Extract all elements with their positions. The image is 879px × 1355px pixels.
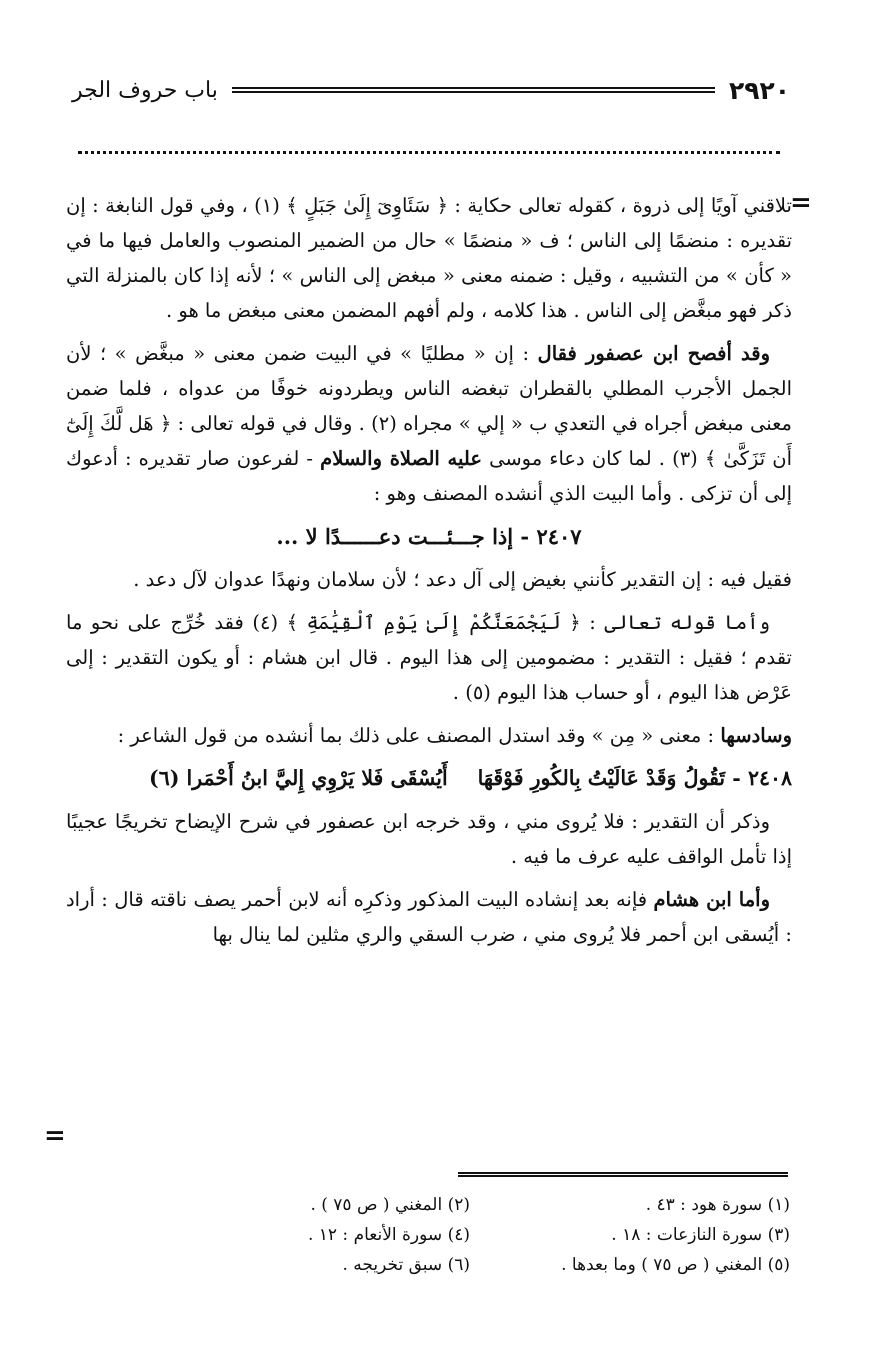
chapter-title: باب حروف الجر xyxy=(72,77,218,103)
footnote-1: (١) سورة هود : ٤٣ . xyxy=(645,1195,790,1215)
paragraph-6: وذكر أن التقدير : فلا يُروى مني ، وقد خرجه ابن عصفور في شرح الإيضاح تخريجًا عجيبًا إذا تأمل الواقف عليه عرف ما فيه . xyxy=(66,810,792,868)
paragraph-2-bold-phrase: عليه الصلاة والسلام xyxy=(320,447,482,470)
paragraph-2-text-a: : إن « مطليًا » في البيت ضمن معنى « مبغَّض » ؛ لأن الجمل الأجرب المطلي بالقطران تبغضه الناس ويطردونه خوفًا من عدواه ، فلما ضمن معنى مبغض أجراه في التعدي ب « إلي » مجراه (٢) . وقال في قوله تعالى : ﴿ هَل لَّكَ إِلَىٰٓ أَن تَزَكَّىٰ ﴾ (٣) . لما كان دعاء موسى xyxy=(66,342,792,470)
continuation-mark-bottom: = xyxy=(44,1121,66,1151)
verse-2408-first-hemistich xyxy=(478,761,792,796)
verse-2408-number: ٢٤٠٨ - xyxy=(732,766,792,790)
paragraph-5-text: : معنى « مِن » وقد استدل المصنف على ذلك بما أنشده من قول الشاعر : xyxy=(117,724,721,747)
paragraph-2-lead: وقد أفصح ابن عصفور فقال xyxy=(537,342,770,365)
verse-2408-hemistich-2: أَيُسْقَى فَلا يَرْوِي إِليَّ ابنُ أَحْمَرا (٦) xyxy=(149,766,448,790)
footnote-5: (٥) المغني ( ص ٧٥ ) وما بعدها . xyxy=(561,1255,790,1275)
footnote-6: (٦) سبق تخريجه . xyxy=(342,1255,470,1275)
verse-2408-hemistich-1: تَقُولُ وَقَدْ عَالَيْتُ بِالكُورِ فَوْقَهَا xyxy=(477,766,726,790)
footnotes xyxy=(150,1192,790,1278)
paragraph-4: وأما قوله تعالى : ﴿ لَيَجْمَعَنَّكُمْ إِلَىٰ يَوْمِ ٱلْقِيَٰمَةِ ﴾ (٤) فقد خُرِّج على نحو ما تقدم ؛ فقيل : التقدير : مضمومين إلى هذا اليوم . قال ابن هشام : أو يكون التقدير : إلى عَرْض هذا اليوم ، أو حساب هذا اليوم (٥) . xyxy=(66,611,792,704)
paragraph-7 xyxy=(66,882,792,952)
dotted-separator xyxy=(78,151,780,154)
footnote-2: (٢) المغني ( ص ٧٥ ) . xyxy=(310,1195,470,1215)
paragraph-5 xyxy=(66,718,792,753)
paragraph-2 xyxy=(66,336,792,511)
paragraph-1: تلاقني آويًا إلى ذروة ، كقوله تعالى حكاية : ﴿ سَئَاوِىٓ إِلَىٰ جَبَلٍ ﴾ (١) ، وفي قول النابغة : إن تقديره : منضمًا إلى الناس ؛ ف « منضمًا » حال من الضمير المنصوب والعامل فيها ما في « كأن » من التشبيه ، وقيل : ضمنه معنى « مبغض إلى الناس » ؛ لأنه إذا كان بالمنزلة التي ذكر فهو مبغَّض إلى الناس . هذا كلامه ، ولم أفهم المضمن معنى مبغض ما هو . xyxy=(66,194,792,322)
paragraph-7-text: فإنه بعد إنشاده البيت المذكور وذكرِه أنه لابن أحمر يصف ناقته قال : أراد : أيُسقى ابن أحمر فلا يُروى مني ، ضرب السقي والري مثلين لما ينال بها xyxy=(66,888,792,946)
paragraph-5-lead: وسادسها xyxy=(720,724,792,747)
footnote-separator xyxy=(458,1172,788,1177)
page-number: ٢٩٢٠ xyxy=(728,75,790,105)
verse-2407: ٢٤٠٧ - إذا جـــئـــت دعــــــدًا لا ... xyxy=(276,524,582,549)
paragraph-7-lead: وأما ابن هشام xyxy=(653,888,770,911)
footnote-3: (٣) سورة النازعات : ١٨ . xyxy=(611,1225,790,1245)
main-text xyxy=(66,188,792,960)
paragraph-3: فقيل فيه : إن التقدير كأنني بغيض إلى آل دعد ؛ لأن سلامان ونهدًا عدوان لآل دعد . xyxy=(133,568,792,591)
header-double-rule xyxy=(232,87,715,93)
page-header xyxy=(72,70,790,110)
footnote-4: (٤) سورة الأنعام : ١٢ . xyxy=(307,1225,470,1245)
continuation-mark-top: = xyxy=(790,188,812,218)
paragraph-2-text-b: - لفرعون صار تقديره : أدعوك إلى أن تزكى . وأما البيت الذي أنشده المصنف وهو : xyxy=(66,447,792,505)
verse-2408 xyxy=(66,761,792,796)
